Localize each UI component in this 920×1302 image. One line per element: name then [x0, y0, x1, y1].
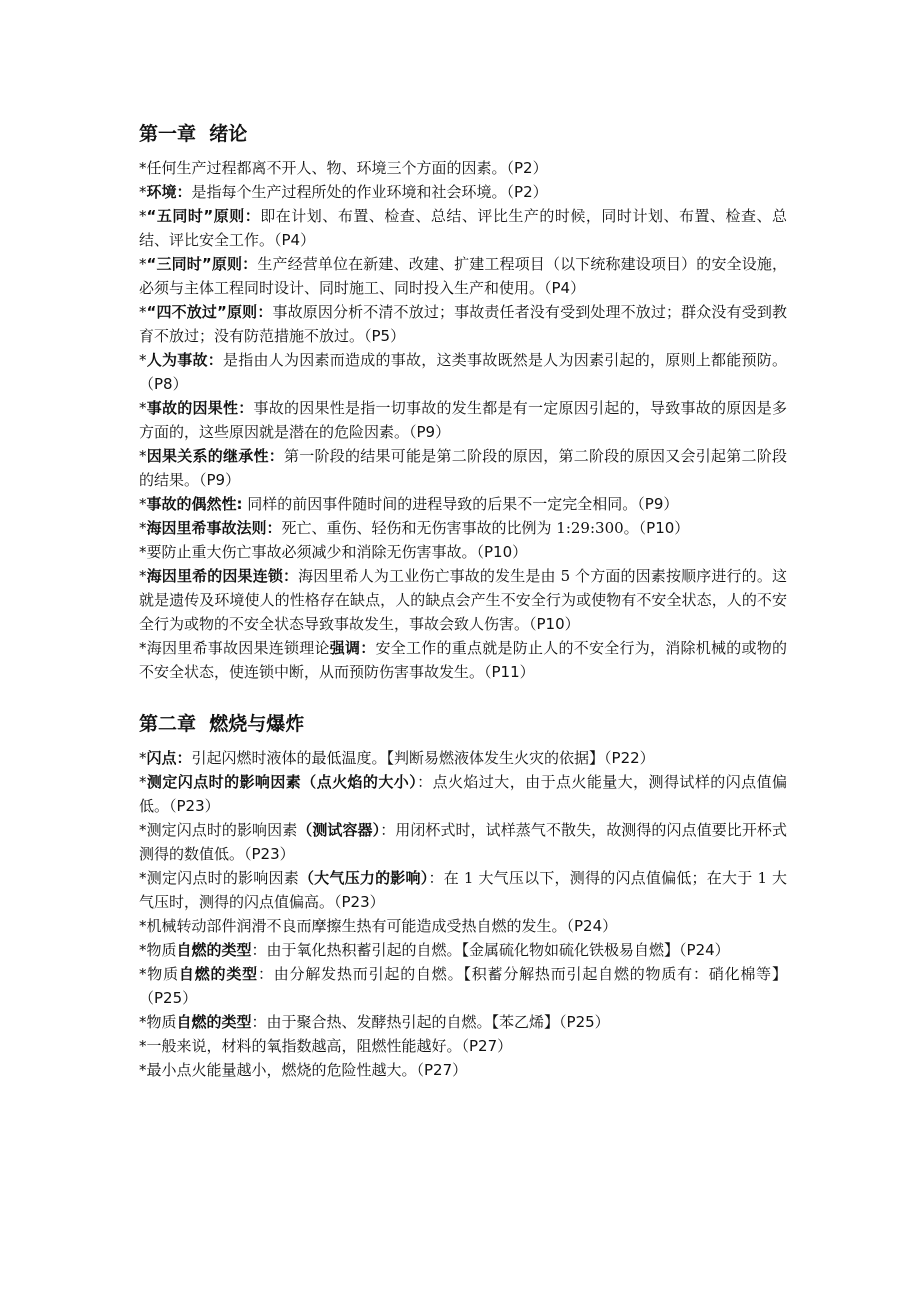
list-item: *环境：是指每个生产过程所处的作业环境和社会环境。（P2）	[139, 183, 548, 201]
list-item: *最小点火能量越小，燃烧的危险性越大。（P27）	[139, 1061, 468, 1079]
list-item: *物质自燃的类型：由于聚合热、发酵热引起的自燃。【苯乙烯】（P25）	[139, 1013, 610, 1031]
list-item: *“四不放过”原则：事故原因分析不清不放过；事故责任者没有受到处理不放过；群众没有受到教育不放过；没有防范措施不放过。（P5）	[139, 303, 787, 345]
list-item: *人为事故：是指由人为因素而造成的事故，这类事故既然是人为因素引起的，原则上都能预防。（P8）	[139, 351, 787, 393]
list-item: *测定闪点时的影响因素（点火焰的大小）：点火焰过大，由于点火能量大，测得试样的闪点值偏低。（P23）	[139, 773, 787, 815]
chapter-1	[139, 120, 787, 684]
list-item: *测定闪点时的影响因素（大气压力的影响）：在 1 大气压以下，测得的闪点值偏低；在大于 1 大气压时，测得的闪点值偏高。（P23）	[139, 869, 787, 911]
list-item: *闪点：引起闪燃时液体的最低温度。【判断易燃液体发生火灾的依据】（P22）	[139, 749, 655, 767]
list-item: *海因里希的因果连锁：海因里希人为工业伤亡事故的发生是由 5 个方面的因素按顺序进行的。这就是遗传及环境使人的性格存在缺点，人的缺点会产生不安全行为或使物有不安全状态，人的不安全行为或物的不安全状态导致事故发生，事故会致人伤害。（P10）	[139, 567, 787, 633]
list-item: *机械转动部件润滑不良而摩擦生热有可能造成受热自燃的发生。（P24）	[139, 917, 618, 935]
list-item: *任何生产过程都离不开人、物、环境三个方面的因素。（P2）	[139, 159, 548, 177]
list-item: *物质自燃的类型：由分解发热而引起的自燃。【积蓄分解热而引起自燃的物质有：硝化棉等】（P25）	[139, 965, 787, 1007]
document-page	[139, 120, 787, 1108]
list-item: *海因里希事故因果连锁理论强调：安全工作的重点就是防止人的不安全行为，消除机械的或物的不安全状态，使连锁中断，从而预防伤害事故发生。（P11）	[139, 639, 787, 681]
list-item: *事故的因果性：事故的因果性是指一切事故的发生都是有一定原因引起的，导致事故的原因是多方面的，这些原因就是潜在的危险因素。（P9）	[139, 399, 787, 441]
list-item: *“五同时”原则：即在计划、布置、检查、总结、评比生产的时候，同时计划、布置、检查、总结、评比安全工作。（P4）	[139, 207, 787, 249]
list-item: *海因里希事故法则：死亡、重伤、轻伤和无伤害事故的比例为 1:29:300。（P10）	[139, 519, 690, 537]
list-item: *事故的偶然性: 同样的前因事件随时间的进程导致的后果不一定完全相同。（P9）	[139, 495, 679, 513]
chapter-title: 第一章 绪论	[139, 123, 248, 145]
list-item: *要防止重大伤亡事故必须减少和消除无伤害事故。（P10）	[139, 543, 528, 561]
list-item: *物质自燃的类型：由于氧化热积蓄引起的自燃。【金属硫化物如硫化铁极易自燃】（P24）	[139, 941, 730, 959]
list-item: *因果关系的继承性：第一阶段的结果可能是第二阶段的原因，第二阶段的原因又会引起第二阶段的结果。（P9）	[139, 447, 787, 489]
list-item: *一般来说，材料的氧指数越高，阻燃性能越好。（P27）	[139, 1037, 513, 1055]
list-item: *测定闪点时的影响因素（测试容器）：用闭杯式时，试样蒸气不散失，故测得的闪点值要比开杯式测得的数值低。（P23）	[139, 821, 787, 863]
chapter-2	[139, 710, 787, 1082]
list-item: *“三同时”原则：生产经营单位在新建、改建、扩建工程项目（以下统称建设项目）的安全设施，必须与主体工程同时设计、同时施工、同时投入生产和使用。（P4）	[139, 255, 787, 297]
chapter-title: 第二章 燃烧与爆炸	[139, 713, 305, 735]
